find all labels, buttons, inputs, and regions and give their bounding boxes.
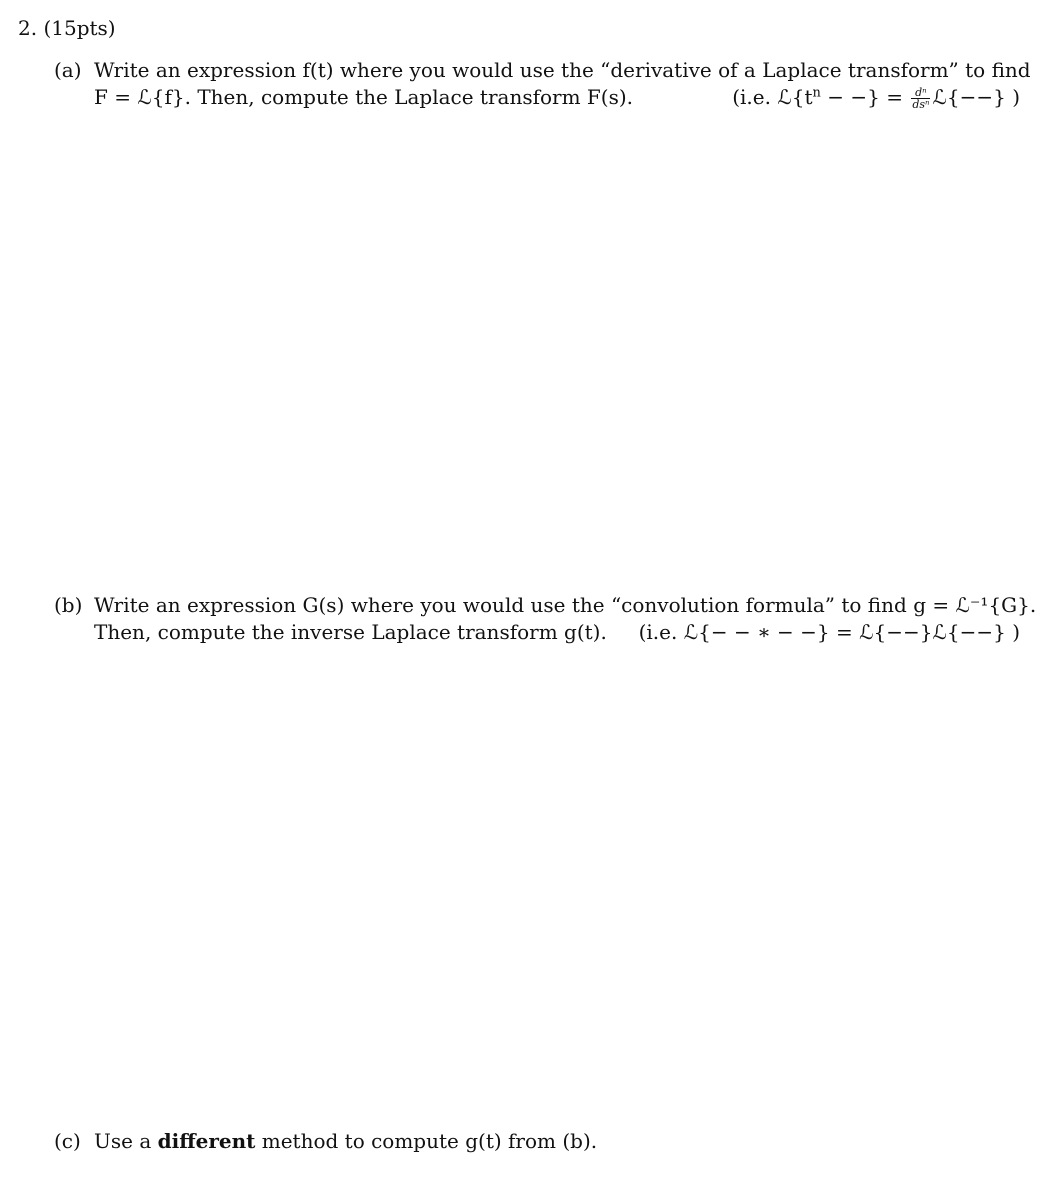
part-a-line2: F = ℒ{f}. Then, compute the Laplace transform F(s). xyxy=(94,85,634,109)
part-a-line1: Write an expression f(t) where you would use the “derivative of a Laplace transform” to find xyxy=(94,58,1031,82)
part-b-line1: Write an expression G(s) where you would use the “convolution formula” to find g = ℒ⁻¹{G}. xyxy=(94,593,1037,617)
part-c-label: (c) xyxy=(54,1129,81,1153)
part-b-hint: (i.e. ℒ{− − ∗ − −} = ℒ{−−}ℒ{−−} ) xyxy=(638,620,1020,644)
fraction-numerator: dⁿ xyxy=(911,87,930,99)
part-b-line2: Then, compute the inverse Laplace transform g(t). xyxy=(94,620,607,644)
part-b-label: (b) xyxy=(54,593,83,617)
part-c-text-before: Use a xyxy=(94,1129,152,1153)
part-a-hint xyxy=(732,84,1020,111)
part-c xyxy=(54,1128,1020,1155)
part-a-hint-prefix: (i.e. ℒ{t xyxy=(732,85,813,109)
part-c-bold-word: different xyxy=(157,1129,256,1153)
part-b xyxy=(54,592,1037,646)
part-c-text-after: method to compute g(t) from (b). xyxy=(261,1129,598,1153)
fraction-denominator: dsⁿ xyxy=(912,98,930,111)
part-a-hint-sup: n xyxy=(812,85,821,101)
part-a xyxy=(54,57,1031,111)
question-number: 2. (15pts) xyxy=(18,16,116,40)
derivative-fraction xyxy=(911,87,930,110)
part-a-hint-suffix: ℒ{−−} ) xyxy=(932,85,1020,109)
part-a-hint-mid: − −} = xyxy=(820,85,903,109)
part-a-label: (a) xyxy=(54,58,82,82)
